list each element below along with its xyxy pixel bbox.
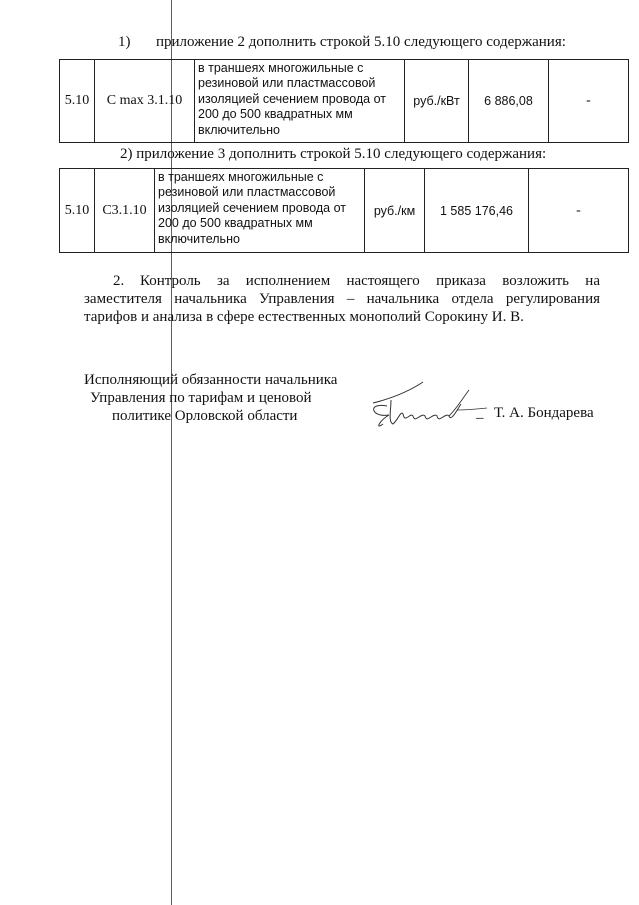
signature-dash: _ (476, 405, 484, 421)
value-cell: 1 585 176,46 (425, 169, 529, 253)
table-row (60, 169, 629, 253)
paragraph-2 (84, 272, 600, 326)
tariff-table-1 (59, 59, 629, 143)
signatory-name (476, 405, 594, 422)
row-number-cell: 5.10 (60, 169, 95, 253)
section-1-text: приложение 2 дополнить строкой 5.10 следующего содержания: (156, 34, 566, 50)
section-1-heading (118, 34, 566, 51)
description-cell (155, 169, 365, 253)
description-line: резиновой или пластмассовой (158, 185, 336, 200)
row-number-cell: 5.10 (60, 60, 95, 143)
description-cell (195, 60, 405, 143)
description-line: изоляцией сечением провода от (198, 91, 386, 106)
value-cell: 6 886,08 (469, 60, 549, 143)
paragraph-number: 2. (113, 273, 125, 289)
description-line: в траншеях многожильные с (198, 61, 364, 75)
table-row (60, 60, 629, 143)
description-line: включительно (198, 122, 280, 137)
description-line: 200 до 500 квадратных мм (158, 216, 313, 231)
description-line: включительно (158, 231, 240, 246)
signatory-title-line: Управления по тарифам и ценовой (90, 390, 312, 406)
unit-cell: руб./км (365, 169, 425, 253)
signatory-name-text: Т. А. Бондарева (494, 405, 594, 421)
tariff-table-2 (59, 168, 629, 253)
signatory-title-line: политике Орловской области (112, 408, 298, 424)
code-cell: C3.1.10 (95, 169, 155, 253)
description-line: изоляцией сечением провода от (158, 200, 346, 215)
signatory-title-line: Исполняющий обязанности начальника (84, 372, 338, 388)
unit-cell: руб./кВт (405, 60, 469, 143)
description-line: в траншеях многожильные с (158, 170, 324, 184)
description-line: резиновой или пластмассовой (198, 76, 376, 91)
extra-cell: - (549, 60, 629, 143)
section-2-heading: 2) приложение 3 дополнить строкой 5.10 следующего содержания: (120, 146, 547, 162)
description-line: 200 до 500 квадратных мм (198, 107, 353, 122)
paragraph-text: Контроль за исполнением настоящего приказа возложить на заместителя начальника Управления – начальника отдела регулирования тарифов и анализа в сфере естественных монополий Сорокину И. В. (84, 273, 600, 325)
extra-cell: - (529, 169, 629, 253)
section-1-number: 1) (118, 34, 131, 50)
code-cell: C max 3.1.10 (95, 60, 195, 143)
